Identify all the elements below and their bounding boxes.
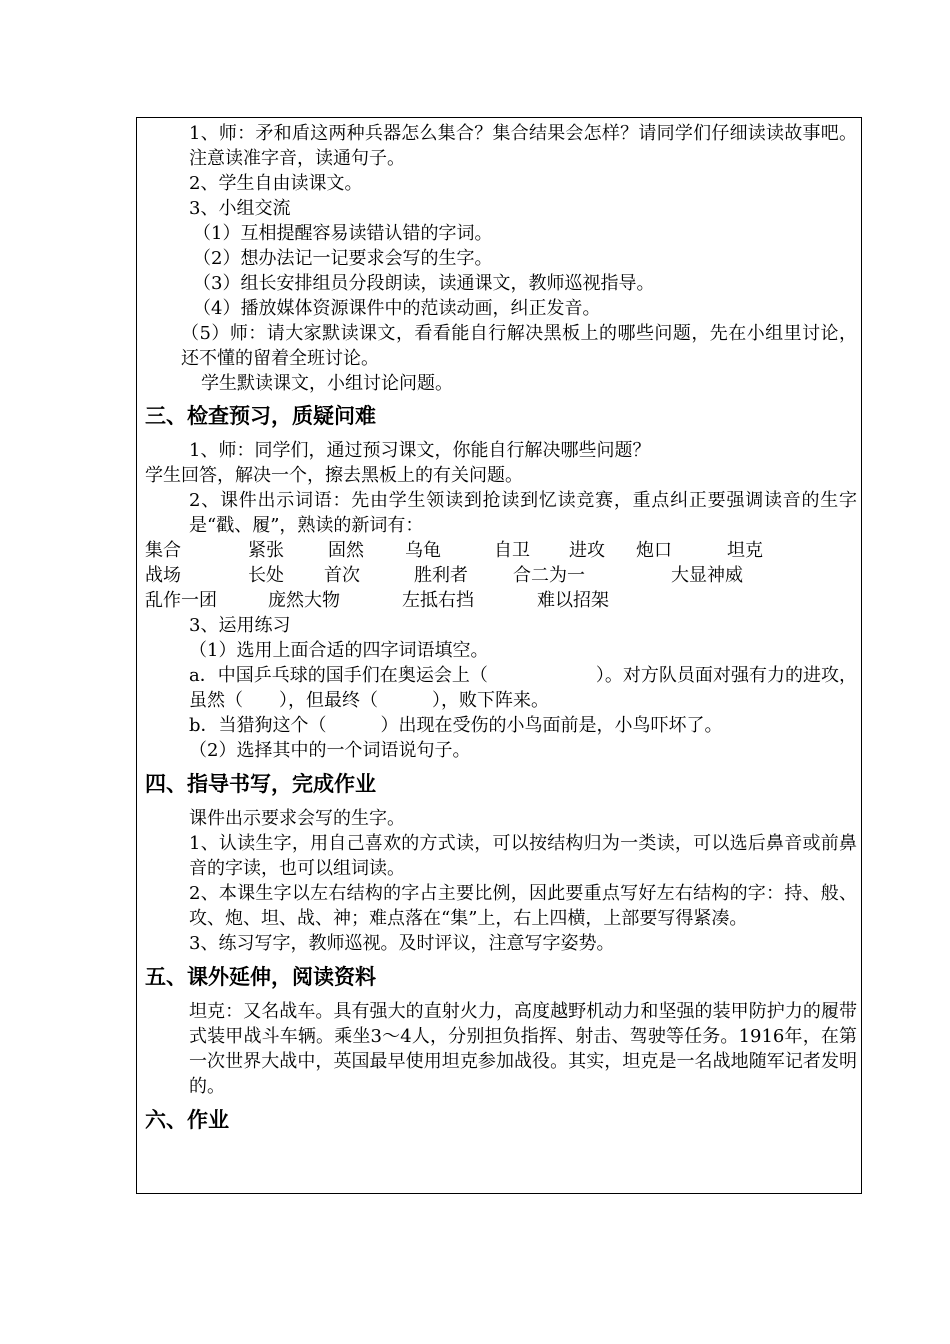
word-row (145, 563, 857, 588)
paragraph: 3、练习写字，教师巡视。及时评议，注意写字姿势。 (189, 933, 615, 954)
word: 胜利者 (414, 565, 468, 586)
word: 大显神威 (671, 565, 743, 586)
word: 坦克 (727, 540, 763, 561)
sub-item: （4）播放媒体资源课件中的范读动画，纠正发音。 (193, 298, 601, 319)
word: 合二为一 (513, 565, 585, 586)
section-heading: 五、课外延伸，阅读资料 (145, 965, 376, 989)
paragraph: 2、本课生字以左右结构的字占主要比例，因此要重点写好左右结构的字：持、般、攻、炮、坦、战、神；难点落在“集”上，右上四横，上部要写得紧凑。 (189, 883, 857, 929)
paragraph: 坦克：又名战车。具有强大的直射火力，高度越野机动力和坚强的装甲防护力的履带式装甲战斗车辆。乘坐3～4人，分别担负指挥、射击、驾驶等任务。1916年，在第一次世界大战中，英国最早使用坦克参加战役。其实，坦克是一名战地随军记者发明的。 (189, 1001, 857, 1097)
section-heading: 三、检查预习，质疑问难 (145, 404, 376, 428)
word: 首次 (324, 565, 360, 586)
word: 长处 (248, 565, 284, 586)
paragraph: 2、课件出示词语：先由学生领读到抢读到忆读竞赛，重点纠正要强调读音的生字是“戳、履”，熟读的新词有： (189, 490, 857, 536)
sub-item: （5）师：请大家默读课文，看看能自行解决黑板上的哪些问题，先在小组里讨论，还不懂的留着全班讨论。 (181, 323, 857, 369)
word: 战场 (145, 565, 181, 586)
word: 自卫 (494, 540, 530, 561)
paragraph: 学生回答，解决一个，擦去黑板上的有关问题。 (145, 465, 523, 486)
section-heading: 六、作业 (145, 1108, 229, 1132)
word: 集合 (145, 540, 181, 561)
paragraph: 1、认读生字，用自己喜欢的方式读，可以按结构归为一类读，可以选后鼻音或前鼻音的字读，也可以组词读。 (189, 833, 857, 879)
paragraph: 1、师：同学们，通过预习课文，你能自行解决哪些问题？ (189, 440, 651, 461)
word: 左抵右挡 (402, 590, 474, 611)
word: 乱作一团 (145, 590, 217, 611)
word: 进攻 (569, 540, 605, 561)
sub-item: （2）想办法记一记要求会写的生字。 (193, 248, 493, 269)
word: 炮口 (636, 540, 672, 561)
paragraph: 3、小组交流 (189, 198, 291, 219)
sub-item: （1）互相提醒容易读错认错的字词。 (193, 223, 493, 244)
paragraph: （2）选择其中的一个词语说句子。 (189, 740, 471, 761)
word-row (145, 588, 857, 613)
sub-item: 学生默读课文，小组讨论问题。 (201, 373, 453, 394)
section-heading: 四、指导书写，完成作业 (145, 772, 376, 796)
paragraph: 2、学生自由读课文。 (189, 173, 363, 194)
word: 难以招架 (537, 590, 609, 611)
exercise-a: a．中国乒乓球的国手们在奥运会上（ ）。对方队员面对强有力的进攻，虽然（ ），但最终（ ），败下阵来。 (189, 665, 857, 711)
word: 庞然大物 (268, 590, 340, 611)
paragraph: 3、运用练习 (189, 615, 291, 636)
word-row (145, 538, 857, 563)
word: 紧张 (248, 540, 284, 561)
word: 固然 (328, 540, 364, 561)
word: 乌龟 (405, 540, 441, 561)
paragraph: 1、师：矛和盾这两种兵器怎么集合？集合结果会怎样？请同学们仔细读读故事吧。注意读准字音，读通句子。 (189, 123, 857, 169)
sub-item: （3）组长安排组员分段朗读，读通课文，教师巡视指导。 (193, 273, 655, 294)
paragraph: （1）选用上面合适的四字词语填空。 (189, 640, 489, 661)
paragraph: 课件出示要求会写的生字。 (189, 808, 405, 829)
exercise-b: b．当猎狗这个（ ）出现在受伤的小鸟面前是，小鸟吓坏了。 (189, 715, 723, 736)
lesson-content (145, 121, 857, 1142)
